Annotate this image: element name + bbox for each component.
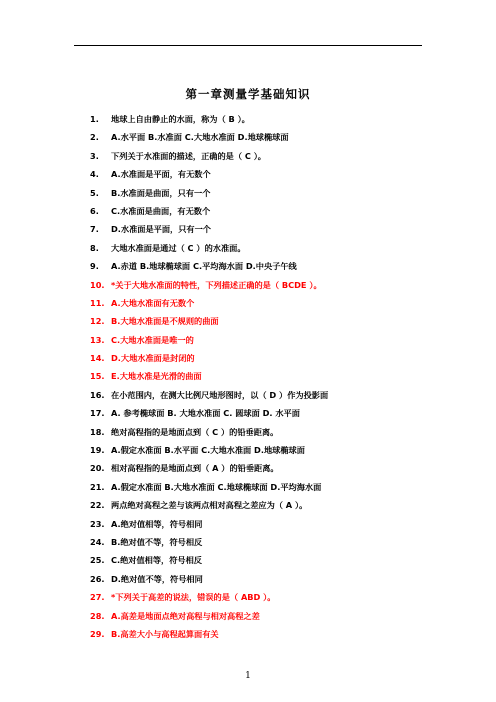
line-text: D.大地水准面是封闭的 bbox=[111, 353, 195, 364]
line-text: A.高差是地面点绝对高程与相对高程之差 bbox=[111, 610, 260, 621]
question-line bbox=[90, 184, 430, 202]
line-number: 2. bbox=[90, 132, 99, 143]
line-text: B.水准面是曲面，只有一个 bbox=[111, 187, 211, 198]
line-number: 1. bbox=[90, 114, 99, 124]
question-line bbox=[90, 312, 430, 330]
question-line bbox=[90, 423, 430, 441]
line-number: 20. bbox=[90, 463, 105, 474]
question-line bbox=[90, 294, 430, 312]
line-number: 27. bbox=[90, 592, 105, 603]
question-line bbox=[90, 551, 430, 569]
line-number: 7. bbox=[90, 224, 99, 235]
line-number: 18. bbox=[90, 426, 105, 437]
question-line bbox=[90, 110, 430, 128]
question-line bbox=[90, 625, 430, 643]
question-line bbox=[90, 257, 430, 275]
line-number: 21. bbox=[90, 481, 105, 492]
line-text: A.水平面 B.水准面 C.大地水准面 D.地球椭球面 bbox=[111, 132, 289, 143]
question-line bbox=[90, 404, 430, 422]
question-line bbox=[90, 588, 430, 606]
line-text: C.大地水准面是唯一的 bbox=[111, 334, 194, 345]
line-text: D.水准面是平面，只有一个 bbox=[111, 224, 211, 235]
line-number: 9. bbox=[90, 261, 99, 272]
question-line bbox=[90, 441, 430, 459]
question-line bbox=[90, 147, 430, 165]
line-text: A.假定水准面 B.水平面 C.大地水准面 D.地球椭球面 bbox=[111, 445, 305, 456]
line-text: 大地水准面是通过（ C ）的水准面。 bbox=[111, 242, 246, 253]
line-text: B.绝对值不等，符号相反 bbox=[111, 536, 203, 547]
page-number: 1 bbox=[245, 671, 251, 681]
question-line bbox=[90, 570, 430, 588]
question-line bbox=[90, 239, 430, 257]
line-text: E.大地水准是光滑的曲面 bbox=[111, 371, 202, 382]
line-text: A.大地水准面有无数个 bbox=[111, 297, 195, 308]
line-text: A.假定水准面 B.大地水准面 C.地球椭球面 D.平均海水面 bbox=[111, 481, 322, 492]
question-line bbox=[90, 496, 430, 514]
line-text: A.水准面是平面，有无数个 bbox=[111, 169, 211, 180]
header-rule bbox=[74, 45, 422, 46]
question-line bbox=[90, 165, 430, 183]
page-title: 第一章测量学基础知识 bbox=[185, 87, 311, 101]
line-number: 22. bbox=[90, 500, 105, 511]
question-line bbox=[90, 386, 430, 404]
question-line bbox=[90, 607, 430, 625]
line-number: 19. bbox=[90, 445, 105, 456]
question-line bbox=[90, 349, 430, 367]
line-text: B.大地水准面是不规则的曲面 bbox=[111, 316, 219, 327]
line-text: A. 参考椭球面 B. 大地水准面 C. 圆球面 D. 水平面 bbox=[111, 408, 300, 419]
line-number: 14. bbox=[90, 353, 105, 364]
line-text: *下列关于高差的说法，错误的是（ ABD ）。 bbox=[111, 592, 276, 603]
question-line bbox=[90, 128, 430, 146]
line-number: 17. bbox=[90, 408, 105, 419]
line-number: 4. bbox=[90, 169, 99, 180]
line-text: *关于大地水准面的特性，下列描述正确的是（ BCDE ）。 bbox=[111, 279, 322, 290]
line-text: 相对高程指的是地面点到（ A ）的铅垂距离。 bbox=[111, 463, 279, 474]
line-number: 15. bbox=[90, 371, 105, 382]
line-number: 29. bbox=[90, 628, 105, 639]
question-line bbox=[90, 202, 430, 220]
line-text: D.绝对值不等，符号相同 bbox=[111, 573, 203, 584]
line-number: 25. bbox=[90, 555, 105, 566]
line-number: 8. bbox=[90, 242, 99, 253]
question-list bbox=[90, 110, 430, 643]
question-line bbox=[90, 220, 430, 238]
question-line bbox=[90, 331, 430, 349]
line-number: 6. bbox=[90, 205, 99, 216]
line-number: 3. bbox=[90, 150, 99, 161]
line-text: 下列关于水准面的描述，正确的是（ C ）。 bbox=[111, 150, 266, 161]
line-text: 在小范围内，在测大比例尺地形图时，以（ D ）作为投影面 bbox=[111, 389, 329, 400]
question-line bbox=[90, 276, 430, 294]
line-number: 5. bbox=[90, 187, 99, 198]
line-text: A.赤道 B.地球椭球面 C.平均海水面 D.中央子午线 bbox=[111, 261, 297, 272]
line-number: 28. bbox=[90, 610, 105, 621]
line-number: 24. bbox=[90, 536, 105, 547]
line-text: C.水准面是曲面，有无数个 bbox=[111, 205, 211, 216]
question-line bbox=[90, 478, 430, 496]
line-number: 13. bbox=[90, 334, 105, 345]
line-number: 11. bbox=[90, 297, 105, 308]
question-line bbox=[90, 515, 430, 533]
line-text: 绝对高程指的是地面点到（ C ）的铅垂距离。 bbox=[111, 426, 279, 437]
question-line bbox=[90, 367, 430, 385]
question-line bbox=[90, 533, 430, 551]
line-number: 23. bbox=[90, 518, 105, 529]
line-text: B.高差大小与高程起算面有关 bbox=[111, 628, 219, 639]
line-text: 地球上自由静止的水面，称为（ B ）。 bbox=[111, 114, 250, 124]
line-text: 两点绝对高程之差与该两点相对高程之差应为（ A ）。 bbox=[111, 500, 308, 511]
line-number: 16. bbox=[90, 389, 105, 400]
line-text: C.绝对值相等，符号相反 bbox=[111, 555, 202, 566]
line-number: 12. bbox=[90, 316, 105, 327]
line-text: A.绝对值相等，符号相同 bbox=[111, 518, 203, 529]
line-number: 26. bbox=[90, 573, 105, 584]
line-number: 10. bbox=[90, 279, 105, 290]
question-line bbox=[90, 459, 430, 477]
